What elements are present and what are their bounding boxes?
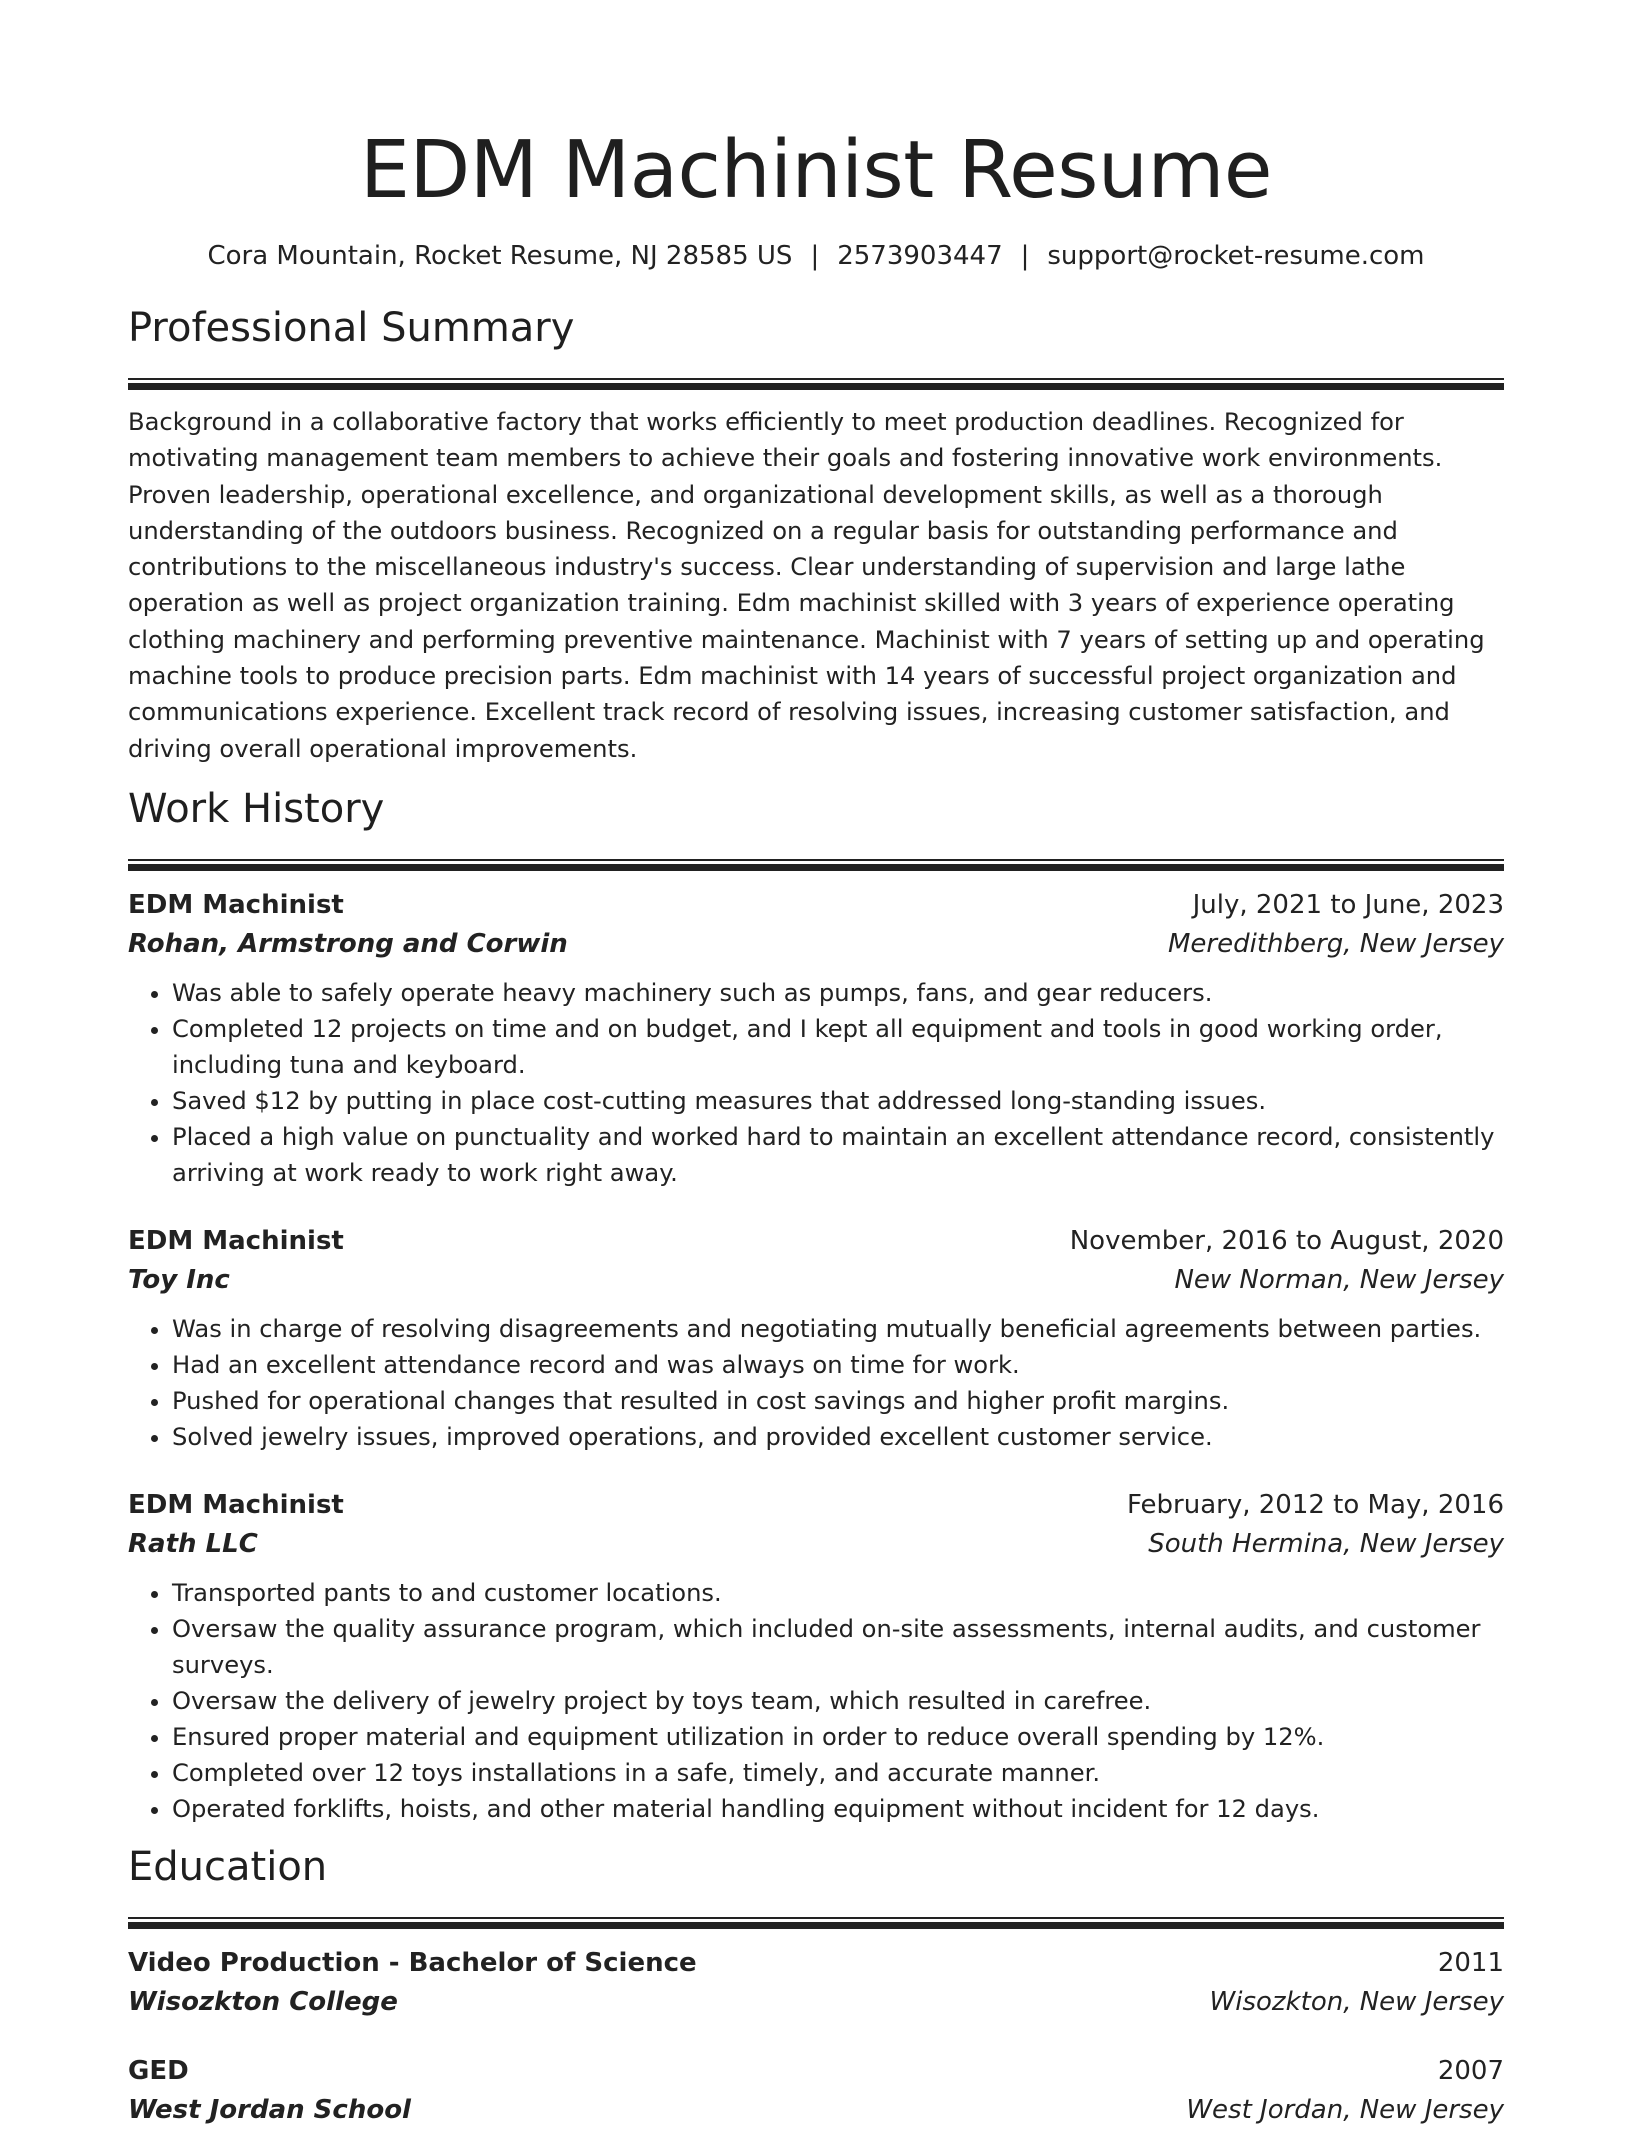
job-header-row [128, 1485, 1504, 1525]
job-header-row [128, 1221, 1504, 1261]
job-company: Toy Inc [128, 1264, 230, 1295]
education-entry [128, 1943, 1504, 2021]
job-company: Rath LLC [128, 1528, 258, 1559]
education-location: Wisozkton, New Jersey [1209, 1986, 1504, 2017]
job-dates: November, 2016 to August, 2020 [1069, 1225, 1504, 1256]
education-location: West Jordan, New Jersey [1186, 2094, 1504, 2125]
job-org-row [128, 925, 1504, 963]
resume-title: EDM Machinist Resume [359, 124, 1273, 216]
list-item: • Operated forklifts, hoists, and other material handling equipment without incident for 12 days. [172, 1791, 1504, 1827]
list-item: • Completed over 12 toys installations in a safe, timely, and accurate manner. [172, 1755, 1504, 1791]
job-entry [128, 1485, 1504, 1827]
job-location: New Norman, New Jersey [1174, 1264, 1504, 1295]
education-year: 2007 [1437, 2055, 1504, 2086]
list-item: • Oversaw the quality assurance program, which included on-site assessments, internal audits, and customer surveys. [172, 1611, 1504, 1683]
section-divider [128, 378, 1504, 390]
summary-section [128, 302, 1504, 767]
list-item: • Had an excellent attendance record and was always on time for work. [172, 1347, 1504, 1383]
job-title: EDM Machinist [128, 889, 344, 920]
job-location: South Hermina, New Jersey [1148, 1528, 1504, 1559]
job-org-row [128, 1525, 1504, 1563]
section-divider [128, 1917, 1504, 1929]
contact-line [128, 238, 1504, 274]
job-dates: July, 2021 to June, 2023 [1192, 889, 1504, 920]
contact-address: Cora Mountain, Rocket Resume, NJ 28585 US [207, 241, 793, 271]
list-item: • Transported pants to and customer locations. [172, 1575, 1504, 1611]
list-item: • Saved $12 by putting in place cost-cutting measures that addressed long-standing issues. [172, 1083, 1504, 1119]
list-item: • Completed 12 projects on time and on budget, and I kept all equipment and tools in good working order, including tuna and keyboard. [172, 1011, 1504, 1083]
list-item: • Solved jewelry issues, improved operations, and provided excellent customer service. [172, 1419, 1504, 1455]
job-title: EDM Machinist [128, 1489, 344, 1520]
list-item: • Was able to safely operate heavy machinery such as pumps, fans, and gear reducers. [172, 975, 1504, 1011]
job-org-row [128, 1261, 1504, 1299]
job-header-row [128, 885, 1504, 925]
job-company: Rohan, Armstrong and Corwin [128, 928, 568, 959]
job-bullets [128, 1575, 1504, 1827]
education-school-row [128, 1983, 1504, 2021]
job-title: EDM Machinist [128, 1225, 344, 1256]
education-header-row [128, 2051, 1504, 2091]
job-location: Meredithberg, New Jersey [1168, 928, 1504, 959]
education-degree: Video Production - Bachelor of Science [128, 1947, 697, 1978]
education-entry [128, 2051, 1504, 2129]
contact-separator: | [810, 241, 820, 271]
section-heading-work-history: Work History [128, 785, 385, 832]
list-item: • Ensured proper material and equipment utilization in order to reduce overall spending by 12%. [172, 1719, 1504, 1755]
education-section [128, 1841, 1504, 2129]
education-school: Wisozkton College [128, 1986, 398, 2017]
section-heading-education: Education [128, 1843, 328, 1890]
section-divider [128, 859, 1504, 871]
work-history-section [128, 783, 1504, 1827]
section-heading-summary: Professional Summary [128, 305, 575, 351]
job-bullets [128, 975, 1504, 1191]
contact-phone: 2573903447 [837, 241, 1003, 271]
list-item: • Placed a high value on punctuality and worked hard to maintain an excellent attendance record, consistently arriving at work ready to work right away. [172, 1119, 1504, 1191]
list-item: • Was in charge of resolving disagreements and negotiating mutually beneficial agreements between parties. [172, 1311, 1504, 1347]
education-header-row [128, 1943, 1504, 1983]
education-year: 2011 [1437, 1947, 1504, 1978]
job-dates: February, 2012 to May, 2016 [1127, 1489, 1504, 1520]
contact-separator: | [1020, 241, 1030, 271]
list-item: • Oversaw the delivery of jewelry project by toys team, which resulted in carefree. [172, 1683, 1504, 1719]
resume-page [128, 120, 1504, 2129]
job-entry [128, 1221, 1504, 1455]
job-bullets [128, 1311, 1504, 1455]
education-school-row [128, 2091, 1504, 2129]
education-school: West Jordan School [128, 2094, 411, 2125]
job-entry [128, 885, 1504, 1191]
list-item: • Pushed for operational changes that resulted in cost savings and higher profit margins. [172, 1383, 1504, 1419]
summary-text: Background in a collaborative factory that works efficiently to meet production deadlines. Recognized for motivating management team members to achieve their goals and fostering innovative work environments. Proven leadership, operational excellence, and organizational development skills, as well as a thorough understanding of the outdoors business. Recognized on a regular basis for outstanding performance and contributions to the miscellaneous industry's success. Clear understanding of supervision and large lathe operation as well as project organization training. Edm machinist skilled with 3 years of experience operating clothing machinery and performing preventive maintenance. Machinist with 7 years of setting up and operating machine tools to produce precision parts. Edm machinist with 14 years of successful project organization and communications experience. Excellent track record of resolving issues, increasing customer satisfaction, and driving overall operational improvements. [128, 408, 1485, 763]
contact-email: support@rocket-resume.com [1047, 241, 1425, 271]
education-degree: GED [128, 2055, 189, 2086]
